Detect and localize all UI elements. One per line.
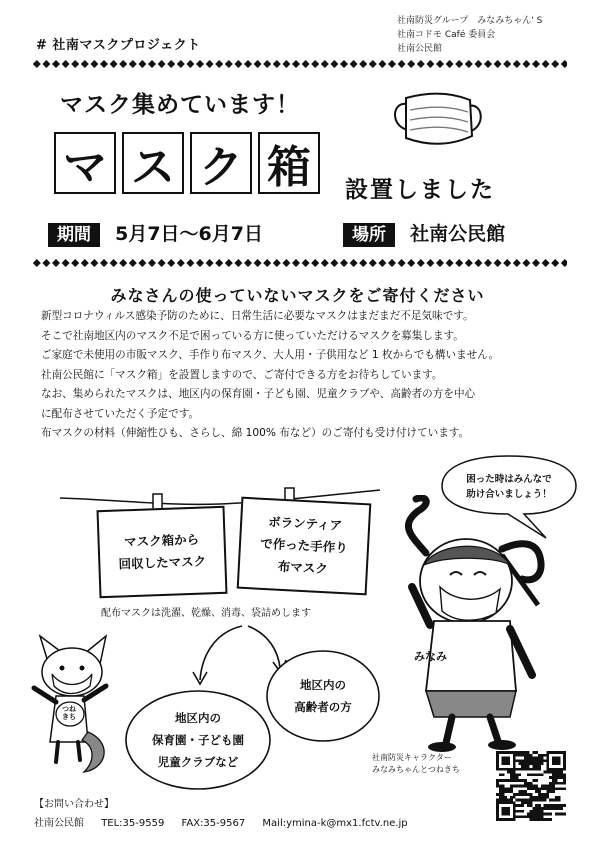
caption-line-1: 社南防災キャラクター (372, 753, 452, 762)
title-box-char-4: 箱 (258, 132, 320, 194)
card-right-line-3: 布マスク (277, 558, 329, 577)
mask-box-title (54, 132, 320, 194)
nursery-line-2: 保育園・子ども園 (152, 733, 244, 747)
qr-code[interactable] (496, 751, 566, 825)
contact-fax: FAX:35-9567 (181, 818, 246, 829)
nursery-line-3: 児童クラブなど (157, 755, 239, 769)
title-box-char-1: マ (54, 132, 116, 194)
fox-name-tag (62, 705, 76, 721)
body-line-4: 社南公民館に「マスク箱」を設置しますので、ご寄付できる方をお待ちしています。 (41, 368, 443, 381)
nursery-text (123, 707, 273, 773)
fox-tag-line-1: つね (62, 705, 76, 713)
process-note: 配布マスクは洗濯、乾燥、消毒、袋詰めします (101, 608, 311, 619)
organizer-3: 社南公民館 (397, 44, 443, 54)
place-label: 場所 (343, 223, 395, 247)
qr-code-icon (496, 751, 566, 821)
nursery-line-1: 地区内の (175, 711, 221, 725)
diamond-row (32, 259, 567, 267)
speech-line-1: 困った時はみんなで (466, 474, 552, 485)
character-caption (372, 752, 460, 776)
body-line-2: そこで社南地区内のマスク不足で困っている方に使っていただけるマスクを募集します。 (41, 329, 464, 342)
contact-tel: TEL:35-9559 (101, 818, 165, 829)
card-right-line-1: ボランティア (267, 514, 343, 533)
minami-name-tag: みなみ (414, 650, 447, 663)
elderly-line-2: 高齢者の方 (294, 700, 352, 714)
elderly-line-1: 地区内の (300, 678, 346, 692)
contact-mail[interactable]: Mail:ymina-k@mx1.fctv.ne.jp (262, 818, 408, 829)
contact-block (34, 795, 422, 833)
body-line-1: 新型コロナウィルス感染予防のために、日常生活に必要なマスクはまだまだ不足気味です。 (41, 310, 474, 322)
mask-icon (388, 84, 488, 158)
organizer-1: 社南防災グループ みなみちゃん' S (397, 16, 543, 26)
contact-heading: 【お問い合わせ】 (34, 799, 114, 810)
minami-chan-illustration (360, 495, 560, 755)
body-line-6: に配布させていただく予定です。 (41, 407, 200, 420)
appeal-headline: みなさんの使っていないマスクをご寄付ください (110, 286, 485, 305)
setup-heading: 設置しました (345, 177, 495, 203)
body-line-5: なお、集められたマスクは、地区内の保育園・子ども園、児童クラブや、高齢者の方を中心 (41, 388, 476, 400)
title-box-char-2: ス (122, 132, 184, 194)
body-line-3: ご家庭で未使用の市販マスク、手作り布マスク、大人用・子供用など 1 枚からでも構いません。 (41, 349, 500, 361)
dotted-divider-top (32, 60, 567, 68)
organizer-2: 社南コドモ Café 委員会 (397, 30, 496, 40)
dotted-divider-bottom (32, 259, 567, 267)
place-value: 社南公民館 (410, 223, 506, 245)
contact-row (34, 814, 422, 833)
contact-name: 社南公民館 (34, 818, 84, 829)
fox-tag-line-2: きち (62, 713, 76, 721)
collect-heading: マスク集めています！ (60, 92, 300, 118)
body-line-7: 布マスクの材料（伸縮性ひも、さらし、綿 100% 布など）のご寄付も受け付けています。 (41, 427, 470, 439)
card-left-line-2: 回収したマスク (118, 553, 207, 572)
organizer-list (397, 14, 542, 56)
speech-line-2: 助け合いましょう！ (466, 489, 552, 500)
card-left-line-1: マスク箱から (123, 531, 200, 550)
place-row (343, 219, 505, 246)
period-label: 期間 (48, 223, 100, 247)
period-value: 5月7日～6月7日 (115, 223, 263, 245)
card-collected-masks (97, 506, 228, 598)
diamond-row (32, 60, 567, 68)
period-row (48, 219, 263, 246)
hashtag-title: # 社南マスクプロジェクト (36, 38, 201, 53)
card-handmade-masks (237, 497, 372, 596)
body-text (41, 307, 561, 444)
title-box-char-3: ク (190, 132, 252, 194)
card-right-line-2: で作った手作り (259, 535, 349, 556)
caption-line-2: みなみちゃんとつねきち (372, 765, 460, 774)
